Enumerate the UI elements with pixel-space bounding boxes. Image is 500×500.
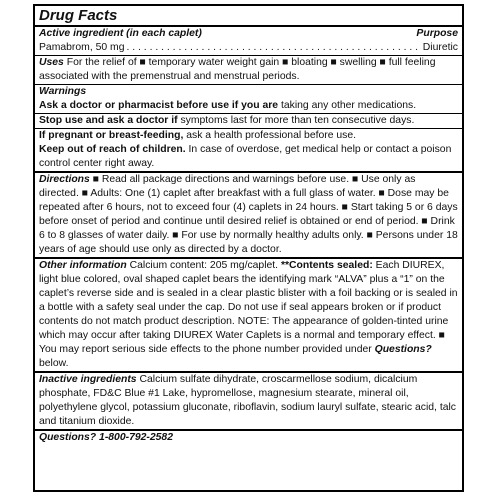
ingredient-name: Pamabrom, 50 mg <box>39 42 125 53</box>
pregnancy-text: ask a health professional before use. <box>186 130 357 141</box>
active-ingredient-section <box>35 27 462 56</box>
pregnancy-section <box>35 129 462 173</box>
contents-sealed-bold: **Contents sealed: <box>280 260 373 271</box>
stop-use-bold: Stop use and ask a doctor if <box>39 115 178 126</box>
keep-out-text: In case of overdose, get medical help or contact a poison control center right away. <box>39 144 452 169</box>
leader-dots <box>126 41 420 55</box>
directions-section <box>35 173 462 259</box>
keep-out-bold: Keep out of reach of children. <box>39 144 186 155</box>
ask-doctor-text: taking any other medications. <box>280 100 417 111</box>
drug-facts-panel <box>33 4 464 492</box>
uses-heading: Uses <box>39 57 64 68</box>
other-information-text: Each DIUREX, light blue colored, oval shaped caplet bears the identifying mark “ALVA” plus a “1” on the caplet’s reverse side and is sealed in a clear plastic blister with a foil backing or is sealed in a bottle with a safety seal under the cap. Do not use if seal appears broken or if product contents do not match product description. NOTE: The appearance of golden-tinted urine which may occur after taking DIUREX Water Caplets is a normal and temporary effect. ■ You may report serious side effects to the phone number provided under <box>39 260 458 355</box>
questions-phone: Questions? 1-800-792-2582 <box>39 432 173 443</box>
directions-heading: Directions <box>39 174 90 185</box>
calcium-content-text: Calcium content: 205 mg/caplet. <box>129 260 279 271</box>
purpose-heading: Purpose <box>416 28 458 39</box>
inactive-ingredients-text: Calcium sulfate dihydrate, croscarmellose sodium, dicalcium phosphate, FD&C Blue #1 Lake, hypromellose, magnesium stearate, mineral oil, polyethylene glycol, potassium gluconate, riboflavin, sodium lauryl sulfate, stearic acid, talc and titanium dioxide. <box>39 374 456 427</box>
active-ingredient-heading: Active ingredient (in each caplet) <box>39 28 202 39</box>
pregnancy-bold: If pregnant or breast-feeding, <box>39 130 184 141</box>
directions-text: ■ Read all package directions and warnings before use. ■ Use only as directed. ■ Adults: One (1) caplet after breakfast with a full glass of water. ■ Dose may be repeated after 6 hours, not to exceed four (4) caplets in 24 hours. ■ Start taking 5 or 6 days before onset of period and continue until desired relief is obtained or end of period. ■ Drink 6 to 8 glasses of water daily. ■ For use by normally healthy adults only. ■ Persons under 18 years of age should use only as directed by a doctor. <box>39 174 458 255</box>
title-section <box>35 6 462 27</box>
purpose-value: Diuretic <box>422 42 458 53</box>
inactive-ingredients-section <box>35 373 462 431</box>
stop-use-text: symptoms last for more than ten consecutive days. <box>180 115 415 126</box>
other-information-section <box>35 259 462 373</box>
inactive-ingredients-heading: Inactive ingredients <box>39 374 137 385</box>
stop-use-section <box>35 114 462 129</box>
questions-reference: Questions? <box>374 344 432 355</box>
warnings-heading: Warnings <box>39 86 87 97</box>
other-information-heading: Other information <box>39 260 127 271</box>
ask-doctor-bold: Ask a doctor or pharmacist before use if you are <box>39 100 279 111</box>
uses-text: For the relief of ■ temporary water weight gain ■ bloating ■ swelling ■ full feeling associated with the premenstrual and menstrual periods. <box>39 57 436 82</box>
questions-section <box>35 431 462 445</box>
drug-facts-title: Drug Facts <box>39 7 118 24</box>
warnings-heading-section <box>35 85 462 114</box>
uses-section <box>35 56 462 85</box>
other-information-end: below. <box>39 358 69 369</box>
